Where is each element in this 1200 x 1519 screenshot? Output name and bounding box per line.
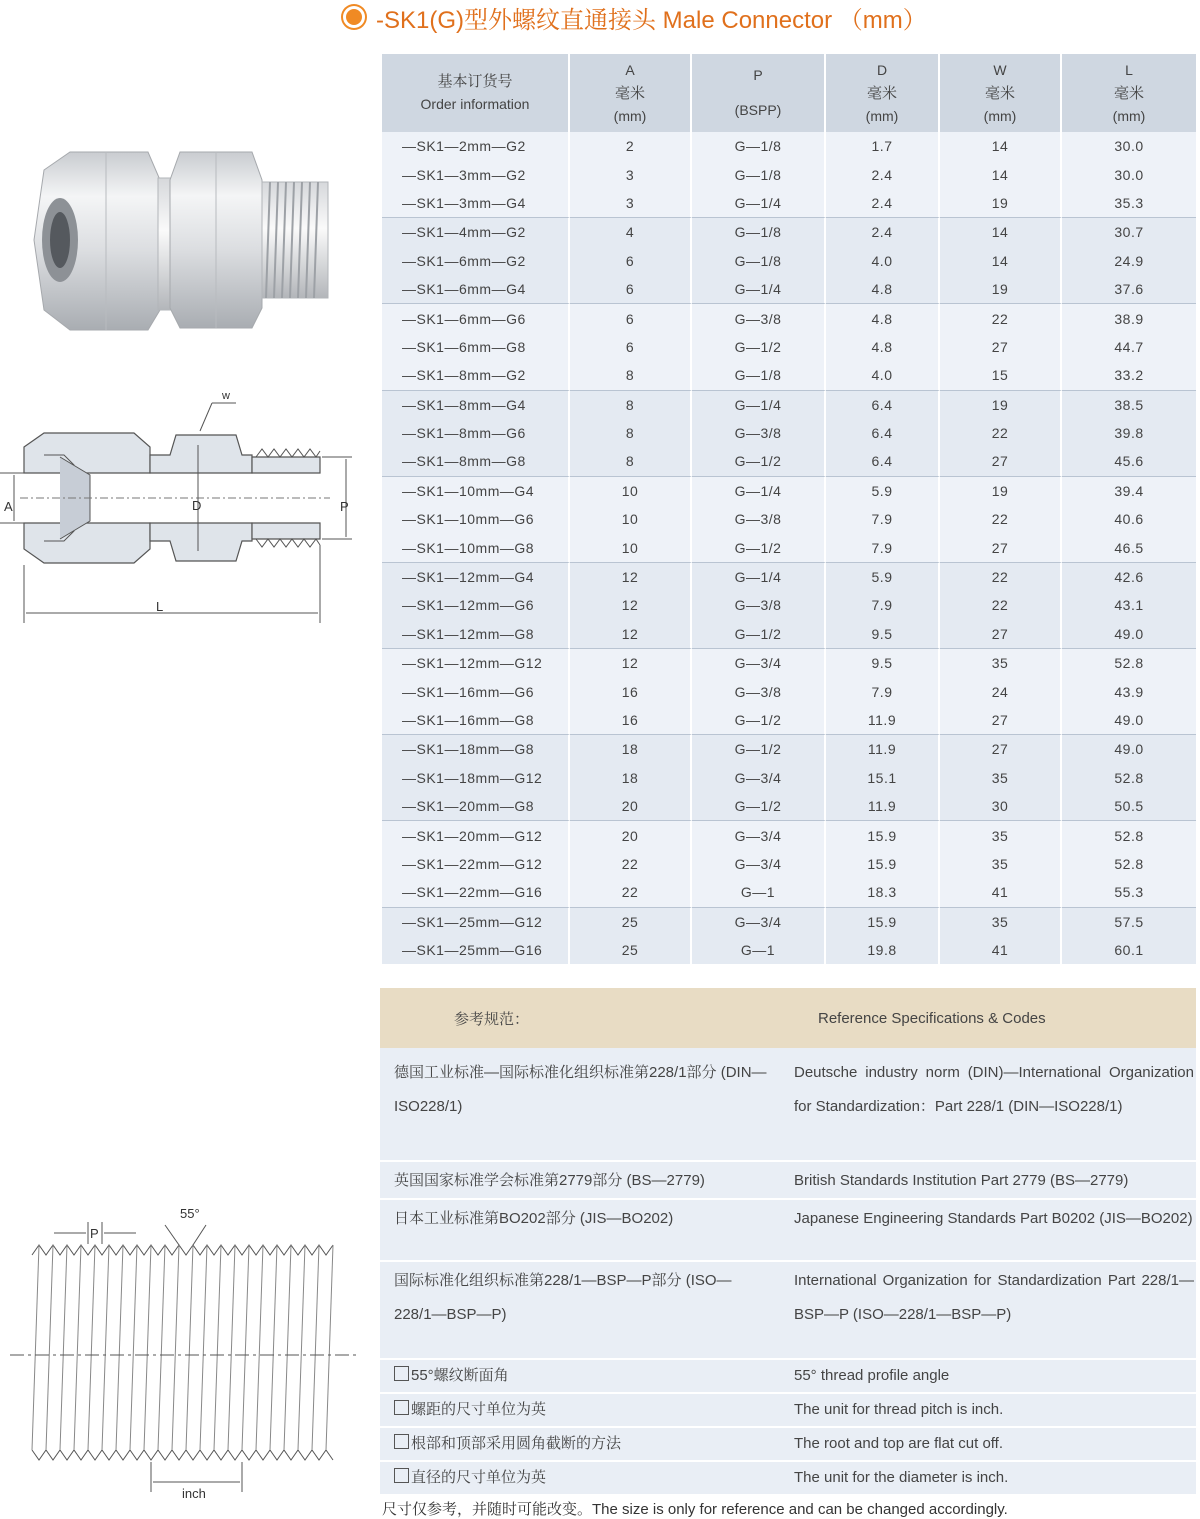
cell-code: —SK1—2mm—G2	[382, 132, 570, 160]
spec-zh: 英国国家标准学会标准第2779部分 (BS—2779)	[380, 1161, 780, 1199]
spec-row	[380, 1048, 1196, 1161]
cell-l: 52.8	[1062, 648, 1196, 677]
table-row	[382, 303, 1196, 332]
cell-w: 22	[940, 505, 1062, 533]
table-row	[382, 820, 1196, 849]
note-en: 55° thread profile angle	[780, 1359, 1196, 1393]
cell-a: 8	[570, 361, 692, 389]
cell-a: 8	[570, 390, 692, 419]
dim-d-label: D	[192, 498, 202, 513]
spec-row	[380, 1199, 1196, 1261]
bullet-circle-icon	[346, 9, 362, 25]
col-d-unit: (mm)	[865, 107, 899, 124]
cell-code: —SK1—12mm—G8	[382, 620, 570, 648]
cell-w: 41	[940, 936, 1062, 964]
note-row	[380, 1461, 1196, 1494]
cell-a: 3	[570, 160, 692, 188]
cell-w: 19	[940, 476, 1062, 505]
cell-w: 22	[940, 419, 1062, 447]
cell-code: —SK1—16mm—G8	[382, 706, 570, 734]
cell-w: 14	[940, 247, 1062, 275]
col-p	[692, 54, 826, 132]
cell-w: 27	[940, 333, 1062, 361]
cell-a: 3	[570, 189, 692, 217]
cell-l: 30.0	[1062, 132, 1196, 160]
table-row	[382, 505, 1196, 533]
cell-d: 6.4	[826, 390, 940, 419]
cell-d: 15.9	[826, 907, 940, 936]
cell-l: 52.8	[1062, 850, 1196, 878]
cell-d: 2.4	[826, 160, 940, 188]
cell-l: 37.6	[1062, 275, 1196, 303]
table-row	[382, 533, 1196, 561]
note-zh	[380, 1461, 780, 1494]
cell-w: 24	[940, 677, 1062, 705]
checkbox-icon	[394, 1434, 409, 1449]
spec-en: Deutsche industry norm (DIN)—International Organization for Standardization：Part 228/1 (DIN—ISO228/1)	[780, 1048, 1196, 1161]
cell-l: 55.3	[1062, 878, 1196, 906]
cell-w: 22	[940, 591, 1062, 619]
title-text: -SK1(G)型外螺纹直通接头 Male Connector （mm）	[376, 6, 927, 34]
note-row	[380, 1393, 1196, 1427]
cell-w: 27	[940, 734, 1062, 763]
cell-d: 5.9	[826, 476, 940, 505]
col-l-unit: (mm)	[1112, 107, 1146, 124]
cell-p: G—3/4	[692, 764, 826, 792]
cell-code: —SK1—8mm—G6	[382, 419, 570, 447]
cell-a: 2	[570, 132, 692, 160]
table-row	[382, 850, 1196, 878]
cell-p: G—3/4	[692, 907, 826, 936]
spec-zh: 国际标准化组织标准第228/1—BSP—P部分 (ISO—228/1—BSP—P)	[380, 1261, 780, 1359]
cell-p: G—3/8	[692, 677, 826, 705]
cell-p: G—1/2	[692, 734, 826, 763]
cell-d: 2.4	[826, 189, 940, 217]
cell-a: 22	[570, 878, 692, 906]
cell-a: 12	[570, 562, 692, 591]
cell-a: 8	[570, 419, 692, 447]
cell-d: 7.9	[826, 505, 940, 533]
cell-l: 39.4	[1062, 476, 1196, 505]
table-row	[382, 419, 1196, 447]
cell-l: 38.5	[1062, 390, 1196, 419]
cell-code: —SK1—18mm—G8	[382, 734, 570, 763]
cell-l: 49.0	[1062, 620, 1196, 648]
table-row	[382, 562, 1196, 591]
cell-l: 49.0	[1062, 734, 1196, 763]
cell-a: 8	[570, 447, 692, 475]
cell-l: 43.9	[1062, 677, 1196, 705]
cell-p: G—1/2	[692, 533, 826, 561]
thread-inch-label: inch	[182, 1486, 206, 1501]
cell-a: 16	[570, 706, 692, 734]
col-l-label: L	[1125, 61, 1133, 78]
cell-code: —SK1—10mm—G4	[382, 476, 570, 505]
cell-p: G—1/2	[692, 706, 826, 734]
cell-code: —SK1—20mm—G12	[382, 820, 570, 849]
spec-table-body	[382, 132, 1196, 964]
cell-code: —SK1—6mm—G8	[382, 333, 570, 361]
cell-p: G—3/4	[692, 648, 826, 677]
col-w-unit-zh: 毫米	[984, 84, 1015, 102]
cell-p: G—1/2	[692, 792, 826, 820]
cell-p: G—1/8	[692, 132, 826, 160]
cell-code: —SK1—6mm—G2	[382, 247, 570, 275]
cell-code: —SK1—6mm—G4	[382, 275, 570, 303]
cell-a: 6	[570, 247, 692, 275]
col-w-unit: (mm)	[983, 107, 1017, 124]
checkbox-icon	[394, 1400, 409, 1415]
cell-code: —SK1—20mm—G8	[382, 792, 570, 820]
cell-p: G—1/2	[692, 620, 826, 648]
cell-p: G—1/8	[692, 217, 826, 246]
cell-a: 18	[570, 734, 692, 763]
cell-w: 41	[940, 878, 1062, 906]
cell-w: 19	[940, 189, 1062, 217]
cell-code: —SK1—12mm—G12	[382, 648, 570, 677]
col-l	[1062, 54, 1196, 132]
cell-p: G—1	[692, 936, 826, 964]
cell-l: 52.8	[1062, 820, 1196, 849]
cell-code: —SK1—22mm—G16	[382, 878, 570, 906]
cell-p: G—1	[692, 878, 826, 906]
cell-l: 40.6	[1062, 505, 1196, 533]
table-row	[382, 275, 1196, 303]
reference-header-zh: 参考规范：	[380, 988, 780, 1048]
cell-d: 2.4	[826, 217, 940, 246]
cell-p: G—1/8	[692, 247, 826, 275]
cell-d: 4.0	[826, 361, 940, 389]
table-row	[382, 447, 1196, 475]
table-row	[382, 476, 1196, 505]
col-a	[570, 54, 692, 132]
cell-code: —SK1—3mm—G2	[382, 160, 570, 188]
cell-d: 7.9	[826, 533, 940, 561]
cell-d: 4.8	[826, 333, 940, 361]
cell-d: 7.9	[826, 591, 940, 619]
cell-d: 4.0	[826, 247, 940, 275]
thread-diagram	[10, 1200, 362, 1505]
dim-a-label: A	[4, 499, 13, 514]
cell-a: 22	[570, 850, 692, 878]
table-row	[382, 361, 1196, 389]
table-row	[382, 591, 1196, 619]
col-w	[940, 54, 1062, 132]
cell-l: 42.6	[1062, 562, 1196, 591]
cell-l: 30.7	[1062, 217, 1196, 246]
cell-w: 22	[940, 562, 1062, 591]
cell-a: 10	[570, 533, 692, 561]
cell-d: 5.9	[826, 562, 940, 591]
table-row	[382, 160, 1196, 188]
cell-a: 10	[570, 505, 692, 533]
cell-a: 4	[570, 217, 692, 246]
spec-en: International Organization for Standardization Part 228/1—BSP—P (ISO—228/1—BSP—P)	[780, 1261, 1196, 1359]
cell-p: G—1/4	[692, 275, 826, 303]
table-row	[382, 764, 1196, 792]
table-row	[382, 878, 1196, 906]
note-zh-text: 根部和顶部采用圆角截断的方法	[411, 1435, 622, 1452]
cell-d: 11.9	[826, 734, 940, 763]
checkbox-icon	[394, 1468, 409, 1483]
cell-d: 4.8	[826, 303, 940, 332]
page-title	[340, 0, 927, 34]
table-row	[382, 247, 1196, 275]
col-a-label: A	[625, 61, 635, 78]
cell-d: 15.9	[826, 850, 940, 878]
thread-angle-label: 55°	[180, 1206, 200, 1221]
col-w-label: W	[993, 61, 1007, 78]
cell-p: G—3/8	[692, 303, 826, 332]
col-order	[382, 54, 570, 132]
reference-header-en: Reference Specifications & Codes	[780, 988, 1196, 1048]
table-row	[382, 734, 1196, 763]
cell-d: 4.8	[826, 275, 940, 303]
spec-zh: 日本工业标准第BO202部分 (JIS—BO202)	[380, 1199, 780, 1261]
cell-l: 49.0	[1062, 706, 1196, 734]
cell-w: 35	[940, 850, 1062, 878]
cell-a: 25	[570, 907, 692, 936]
cell-code: —SK1—10mm—G8	[382, 533, 570, 561]
cell-code: —SK1—16mm—G6	[382, 677, 570, 705]
cell-w: 15	[940, 361, 1062, 389]
spec-table	[382, 54, 1196, 964]
dim-w-label: w	[222, 390, 230, 402]
table-row	[382, 792, 1196, 820]
spec-en: British Standards Institution Part 2779 (BS—2779)	[780, 1161, 1196, 1199]
cell-p: G—3/8	[692, 591, 826, 619]
note-en: The root and top are flat cut off.	[780, 1427, 1196, 1461]
cell-w: 14	[940, 217, 1062, 246]
cell-l: 60.1	[1062, 936, 1196, 964]
cell-code: —SK1—25mm—G16	[382, 936, 570, 964]
cell-a: 6	[570, 333, 692, 361]
cell-p: G—3/8	[692, 505, 826, 533]
cell-p: G—1/4	[692, 562, 826, 591]
cell-d: 18.3	[826, 878, 940, 906]
note-zh	[380, 1427, 780, 1461]
col-l-unit-zh: 毫米	[1113, 84, 1144, 102]
spec-row	[380, 1161, 1196, 1199]
spec-en: Japanese Engineering Standards Part B0202 (JIS—BO202)	[780, 1199, 1196, 1261]
cell-a: 12	[570, 591, 692, 619]
cell-d: 11.9	[826, 706, 940, 734]
cell-p: G—3/4	[692, 850, 826, 878]
cell-d: 15.1	[826, 764, 940, 792]
spec-header-row	[382, 54, 1196, 132]
cell-w: 27	[940, 533, 1062, 561]
cell-w: 14	[940, 160, 1062, 188]
product-photo	[30, 140, 350, 350]
dim-p-label: P	[340, 499, 349, 514]
cell-l: 30.0	[1062, 160, 1196, 188]
col-d	[826, 54, 940, 132]
cell-code: —SK1—10mm—G6	[382, 505, 570, 533]
table-row	[382, 217, 1196, 246]
spec-row	[380, 1261, 1196, 1359]
cell-l: 24.9	[1062, 247, 1196, 275]
cell-w: 35	[940, 907, 1062, 936]
cell-d: 6.4	[826, 447, 940, 475]
cell-code: —SK1—22mm—G12	[382, 850, 570, 878]
cell-d: 9.5	[826, 620, 940, 648]
note-zh	[380, 1393, 780, 1427]
cell-p: G—3/4	[692, 820, 826, 849]
cell-p: G—1/4	[692, 189, 826, 217]
table-row	[382, 620, 1196, 648]
cell-w: 27	[940, 706, 1062, 734]
spec-zh: 德国工业标准—国际标准化组织标准第228/1部分 (DIN—ISO228/1)	[380, 1048, 780, 1161]
table-row	[382, 132, 1196, 160]
table-row	[382, 677, 1196, 705]
note-en: The unit for the diameter is inch.	[780, 1461, 1196, 1494]
reference-table	[380, 988, 1196, 1494]
cell-l: 33.2	[1062, 361, 1196, 389]
cell-l: 43.1	[1062, 591, 1196, 619]
table-row	[382, 706, 1196, 734]
col-order-zh: 基本订货号	[437, 73, 513, 90]
cell-code: —SK1—8mm—G8	[382, 447, 570, 475]
col-d-unit-zh: 毫米	[866, 84, 897, 102]
cell-code: —SK1—18mm—G12	[382, 764, 570, 792]
cell-w: 35	[940, 648, 1062, 677]
table-row	[382, 907, 1196, 936]
cell-a: 25	[570, 936, 692, 964]
dim-l-label: L	[156, 599, 164, 614]
cell-w: 27	[940, 620, 1062, 648]
cell-l: 45.6	[1062, 447, 1196, 475]
note-zh-text: 直径的尺寸单位为英	[411, 1469, 547, 1486]
cell-d: 11.9	[826, 792, 940, 820]
cell-p: G—1/4	[692, 476, 826, 505]
cell-w: 30	[940, 792, 1062, 820]
cell-a: 6	[570, 275, 692, 303]
cell-l: 44.7	[1062, 333, 1196, 361]
col-p-label: P	[753, 67, 763, 83]
cell-code: —SK1—12mm—G6	[382, 591, 570, 619]
cell-l: 46.5	[1062, 533, 1196, 561]
cell-w: 27	[940, 447, 1062, 475]
cell-w: 22	[940, 303, 1062, 332]
cell-code: —SK1—8mm—G2	[382, 361, 570, 389]
cell-d: 7.9	[826, 677, 940, 705]
note-zh-text: 55°螺纹断面角	[411, 1367, 509, 1384]
cell-l: 39.8	[1062, 419, 1196, 447]
note-en: The unit for thread pitch is inch.	[780, 1393, 1196, 1427]
cell-code: —SK1—3mm—G4	[382, 189, 570, 217]
cell-w: 19	[940, 390, 1062, 419]
cell-w: 35	[940, 820, 1062, 849]
cell-a: 6	[570, 303, 692, 332]
cell-p: G—3/8	[692, 419, 826, 447]
table-row	[382, 390, 1196, 419]
cell-l: 57.5	[1062, 907, 1196, 936]
col-a-unit: (mm)	[613, 107, 647, 124]
cell-d: 9.5	[826, 648, 940, 677]
note-zh-text: 螺距的尺寸单位为英	[411, 1401, 547, 1418]
cell-a: 10	[570, 476, 692, 505]
thread-pitch-label: P	[90, 1226, 99, 1241]
col-d-label: D	[876, 61, 888, 78]
cell-a: 16	[570, 677, 692, 705]
cell-a: 12	[570, 648, 692, 677]
cell-w: 19	[940, 275, 1062, 303]
cell-code: —SK1—4mm—G2	[382, 217, 570, 246]
cell-code: —SK1—8mm—G4	[382, 390, 570, 419]
cell-d: 15.9	[826, 820, 940, 849]
cell-p: G—1/2	[692, 333, 826, 361]
cross-section-diagram	[0, 385, 370, 625]
cell-l: 52.8	[1062, 764, 1196, 792]
cell-d: 1.7	[826, 132, 940, 160]
col-p-unit: (BSPP)	[734, 102, 782, 118]
cell-d: 6.4	[826, 419, 940, 447]
cell-p: G—1/2	[692, 447, 826, 475]
cell-a: 20	[570, 792, 692, 820]
cell-a: 12	[570, 620, 692, 648]
checkbox-icon	[394, 1366, 409, 1381]
cell-l: 35.3	[1062, 189, 1196, 217]
note-zh	[380, 1359, 780, 1393]
note-row	[380, 1427, 1196, 1461]
table-row	[382, 648, 1196, 677]
cell-a: 18	[570, 764, 692, 792]
cell-l: 38.9	[1062, 303, 1196, 332]
cell-code: —SK1—6mm—G6	[382, 303, 570, 332]
cell-p: G—1/8	[692, 361, 826, 389]
cell-d: 19.8	[826, 936, 940, 964]
cell-w: 35	[940, 764, 1062, 792]
cell-code: —SK1—25mm—G12	[382, 907, 570, 936]
cell-a: 20	[570, 820, 692, 849]
cell-p: G—1/8	[692, 160, 826, 188]
table-row	[382, 333, 1196, 361]
cell-code: —SK1—12mm—G4	[382, 562, 570, 591]
footer-note: 尺寸仅参考，并随时可能改变。The size is only for reference and can be changed accordingly.	[382, 1501, 1008, 1518]
table-row	[382, 936, 1196, 964]
cell-w: 14	[940, 132, 1062, 160]
cell-p: G—1/4	[692, 390, 826, 419]
col-a-unit-zh: 毫米	[614, 84, 645, 102]
col-order-en: Order information	[420, 96, 530, 112]
table-row	[382, 189, 1196, 217]
note-row	[380, 1359, 1196, 1393]
cell-l: 50.5	[1062, 792, 1196, 820]
